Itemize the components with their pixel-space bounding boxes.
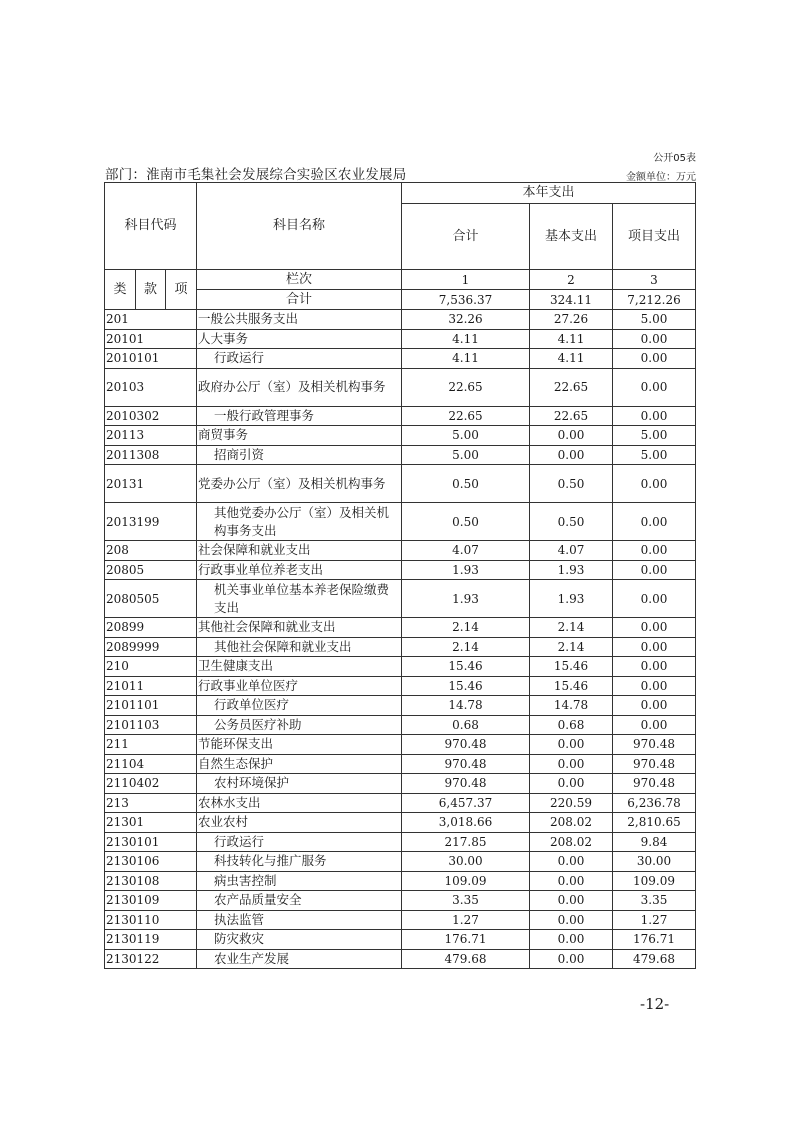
row-project: 176.71 — [613, 930, 696, 950]
row-project: 479.68 — [613, 949, 696, 969]
row-code: 2101103 — [105, 715, 197, 735]
row-total: 217.85 — [402, 832, 530, 852]
row-code: 211 — [105, 735, 197, 755]
row-code: 2010101 — [105, 349, 197, 369]
row-name: 党委办公厅（室）及相关机构事务 — [197, 465, 402, 503]
row-name: 公务员医疗补助 — [197, 715, 402, 735]
row-project: 1.27 — [613, 910, 696, 930]
row-basic: 208.02 — [530, 813, 613, 833]
row-basic: 14.78 — [530, 696, 613, 716]
row-basic: 0.50 — [530, 503, 613, 541]
row-name: 行政运行 — [197, 349, 402, 369]
row-basic: 0.00 — [530, 426, 613, 446]
row-basic: 0.00 — [530, 852, 613, 872]
row-total: 5.00 — [402, 445, 530, 465]
row-name: 行政运行 — [197, 832, 402, 852]
row-total: 1.93 — [402, 580, 530, 618]
row-code: 2110402 — [105, 774, 197, 794]
table-row — [105, 445, 696, 465]
table-row — [105, 696, 696, 716]
row-total: 5.00 — [402, 426, 530, 446]
row-project: 30.00 — [613, 852, 696, 872]
row-total: 4.07 — [402, 541, 530, 561]
row-total: 22.65 — [402, 368, 530, 406]
row-project: 109.09 — [613, 871, 696, 891]
row-code: 2101101 — [105, 696, 197, 716]
row-basic: 208.02 — [530, 832, 613, 852]
total-project: 7,212.26 — [613, 290, 696, 310]
header-name: 科目名称 — [197, 183, 402, 270]
row-name: 农村环境保护 — [197, 774, 402, 794]
row-basic: 0.00 — [530, 774, 613, 794]
table-row — [105, 618, 696, 638]
table-row — [105, 426, 696, 446]
row-basic: 1.93 — [530, 580, 613, 618]
row-project: 0.00 — [613, 637, 696, 657]
row-name: 防灾救灾 — [197, 930, 402, 950]
table-row — [105, 310, 696, 330]
row-name: 社会保障和就业支出 — [197, 541, 402, 561]
row-name: 一般公共服务支出 — [197, 310, 402, 330]
row-name: 人大事务 — [197, 329, 402, 349]
row-total: 14.78 — [402, 696, 530, 716]
header-group: 本年支出 — [402, 183, 696, 204]
row-total: 6,457.37 — [402, 793, 530, 813]
row-name: 执法监管 — [197, 910, 402, 930]
row-total: 1.27 — [402, 910, 530, 930]
row-basic: 4.07 — [530, 541, 613, 561]
row-code: 2130122 — [105, 949, 197, 969]
row-project: 0.00 — [613, 406, 696, 426]
header-project: 项目支出 — [613, 204, 696, 270]
row-code: 201 — [105, 310, 197, 330]
row-code: 2130109 — [105, 891, 197, 911]
header-kuan: 款 — [136, 270, 166, 310]
row-name: 其他党委办公厅（室）及相关机构事务支出 — [197, 503, 402, 541]
row-basic: 15.46 — [530, 657, 613, 677]
row-project: 0.00 — [613, 696, 696, 716]
header-basic: 基本支出 — [530, 204, 613, 270]
row-project: 0.00 — [613, 349, 696, 369]
row-name: 农产品质量安全 — [197, 891, 402, 911]
total-label: 合计 — [197, 290, 402, 310]
row-project: 0.00 — [613, 541, 696, 561]
total-basic: 324.11 — [530, 290, 613, 310]
row-basic: 0.00 — [530, 910, 613, 930]
row-total: 2.14 — [402, 637, 530, 657]
table-row — [105, 793, 696, 813]
column-index-1: 1 — [402, 270, 530, 290]
row-basic: 22.65 — [530, 406, 613, 426]
row-basic: 0.00 — [530, 735, 613, 755]
row-code: 21011 — [105, 676, 197, 696]
header-code: 科目代码 — [105, 183, 197, 270]
row-code: 21301 — [105, 813, 197, 833]
row-project: 5.00 — [613, 310, 696, 330]
header-total: 合计 — [402, 204, 530, 270]
row-code: 208 — [105, 541, 197, 561]
row-project: 5.00 — [613, 445, 696, 465]
row-code: 21104 — [105, 754, 197, 774]
row-code: 20899 — [105, 618, 197, 638]
row-basic: 0.00 — [530, 754, 613, 774]
table-row — [105, 503, 696, 541]
expenditure-table — [104, 182, 696, 969]
column-index-2: 2 — [530, 270, 613, 290]
row-code: 2080505 — [105, 580, 197, 618]
table-row — [105, 735, 696, 755]
column-index-3: 3 — [613, 270, 696, 290]
table-row — [105, 871, 696, 891]
row-project: 5.00 — [613, 426, 696, 446]
table-row — [105, 541, 696, 561]
row-total: 4.11 — [402, 329, 530, 349]
header-lei: 类 — [105, 270, 136, 310]
row-total: 0.50 — [402, 465, 530, 503]
row-code: 2010302 — [105, 406, 197, 426]
row-total: 22.65 — [402, 406, 530, 426]
row-basic: 4.11 — [530, 349, 613, 369]
row-basic: 27.26 — [530, 310, 613, 330]
table-row — [105, 813, 696, 833]
table-row — [105, 715, 696, 735]
row-basic: 0.00 — [530, 445, 613, 465]
row-name: 农业农村 — [197, 813, 402, 833]
header-xiang: 项 — [166, 270, 197, 310]
table-row — [105, 465, 696, 503]
unit-label: 金额单位：万元 — [626, 172, 696, 183]
row-basic: 2.14 — [530, 637, 613, 657]
table-row — [105, 349, 696, 369]
table-row — [105, 832, 696, 852]
table-row — [105, 368, 696, 406]
row-name: 行政事业单位医疗 — [197, 676, 402, 696]
row-code: 2089999 — [105, 637, 197, 657]
row-code: 2130106 — [105, 852, 197, 872]
row-total: 2.14 — [402, 618, 530, 638]
table-row — [105, 891, 696, 911]
table-row — [105, 852, 696, 872]
row-name: 机关事业单位基本养老保险缴费支出 — [197, 580, 402, 618]
department-label: 部门：淮南市毛集社会发展综合实验区农业发展局 — [105, 167, 407, 183]
row-total: 970.48 — [402, 754, 530, 774]
row-project: 0.00 — [613, 657, 696, 677]
row-basic: 0.68 — [530, 715, 613, 735]
row-total: 3,018.66 — [402, 813, 530, 833]
row-project: 6,236.78 — [613, 793, 696, 813]
row-name: 其他社会保障和就业支出 — [197, 618, 402, 638]
row-project: 0.00 — [613, 329, 696, 349]
row-name: 招商引资 — [197, 445, 402, 465]
table-row — [105, 657, 696, 677]
row-basic: 0.50 — [530, 465, 613, 503]
table-row — [105, 949, 696, 969]
row-name: 行政单位医疗 — [197, 696, 402, 716]
row-code: 2130119 — [105, 930, 197, 950]
table-row — [105, 329, 696, 349]
row-name: 行政事业单位养老支出 — [197, 560, 402, 580]
row-project: 0.00 — [613, 618, 696, 638]
row-project: 0.00 — [613, 560, 696, 580]
row-name: 农林水支出 — [197, 793, 402, 813]
row-total: 970.48 — [402, 774, 530, 794]
row-basic: 2.14 — [530, 618, 613, 638]
table-row — [105, 637, 696, 657]
table-row — [105, 406, 696, 426]
row-project: 0.00 — [613, 676, 696, 696]
row-project: 0.00 — [613, 465, 696, 503]
row-name: 病虫害控制 — [197, 871, 402, 891]
row-code: 20131 — [105, 465, 197, 503]
total-value: 7,536.37 — [402, 290, 530, 310]
row-code: 20113 — [105, 426, 197, 446]
row-code: 2130108 — [105, 871, 197, 891]
row-name: 一般行政管理事务 — [197, 406, 402, 426]
table-row — [105, 774, 696, 794]
row-project: 0.00 — [613, 580, 696, 618]
row-basic: 0.00 — [530, 891, 613, 911]
row-basic: 4.11 — [530, 329, 613, 349]
row-name: 农业生产发展 — [197, 949, 402, 969]
row-basic: 0.00 — [530, 930, 613, 950]
table-row — [105, 580, 696, 618]
row-name: 自然生态保护 — [197, 754, 402, 774]
table-row — [105, 676, 696, 696]
row-code: 210 — [105, 657, 197, 677]
row-name: 商贸事务 — [197, 426, 402, 446]
row-name: 政府办公厅（室）及相关机构事务 — [197, 368, 402, 406]
row-basic: 15.46 — [530, 676, 613, 696]
page-number: -12- — [640, 995, 670, 1013]
row-project: 0.00 — [613, 503, 696, 541]
row-code: 2013199 — [105, 503, 197, 541]
row-name: 其他社会保障和就业支出 — [197, 637, 402, 657]
row-project: 3.35 — [613, 891, 696, 911]
row-code: 20805 — [105, 560, 197, 580]
row-basic: 0.00 — [530, 949, 613, 969]
row-total: 1.93 — [402, 560, 530, 580]
row-project: 970.48 — [613, 774, 696, 794]
row-code: 2130101 — [105, 832, 197, 852]
row-project: 970.48 — [613, 735, 696, 755]
table-row — [105, 560, 696, 580]
row-total: 15.46 — [402, 657, 530, 677]
row-code: 20101 — [105, 329, 197, 349]
row-project: 2,810.65 — [613, 813, 696, 833]
row-basic: 22.65 — [530, 368, 613, 406]
row-basic: 220.59 — [530, 793, 613, 813]
row-total: 109.09 — [402, 871, 530, 891]
row-total: 0.50 — [402, 503, 530, 541]
row-code: 2011308 — [105, 445, 197, 465]
row-total: 479.68 — [402, 949, 530, 969]
row-total: 32.26 — [402, 310, 530, 330]
table-row — [105, 754, 696, 774]
row-code: 213 — [105, 793, 197, 813]
row-total: 176.71 — [402, 930, 530, 950]
row-project: 970.48 — [613, 754, 696, 774]
row-basic: 0.00 — [530, 871, 613, 891]
table-row — [105, 930, 696, 950]
row-name: 节能环保支出 — [197, 735, 402, 755]
row-total: 4.11 — [402, 349, 530, 369]
row-total: 3.35 — [402, 891, 530, 911]
table-row — [105, 910, 696, 930]
row-basic: 1.93 — [530, 560, 613, 580]
row-total: 30.00 — [402, 852, 530, 872]
row-name: 科技转化与推广服务 — [197, 852, 402, 872]
row-total: 15.46 — [402, 676, 530, 696]
row-code: 2130110 — [105, 910, 197, 930]
row-total: 970.48 — [402, 735, 530, 755]
row-name: 卫生健康支出 — [197, 657, 402, 677]
column-index-label: 栏次 — [197, 270, 402, 290]
form-number: 公开05表 — [653, 153, 696, 164]
row-total: 0.68 — [402, 715, 530, 735]
row-project: 0.00 — [613, 368, 696, 406]
row-project: 9.84 — [613, 832, 696, 852]
row-code: 20103 — [105, 368, 197, 406]
row-project: 0.00 — [613, 715, 696, 735]
